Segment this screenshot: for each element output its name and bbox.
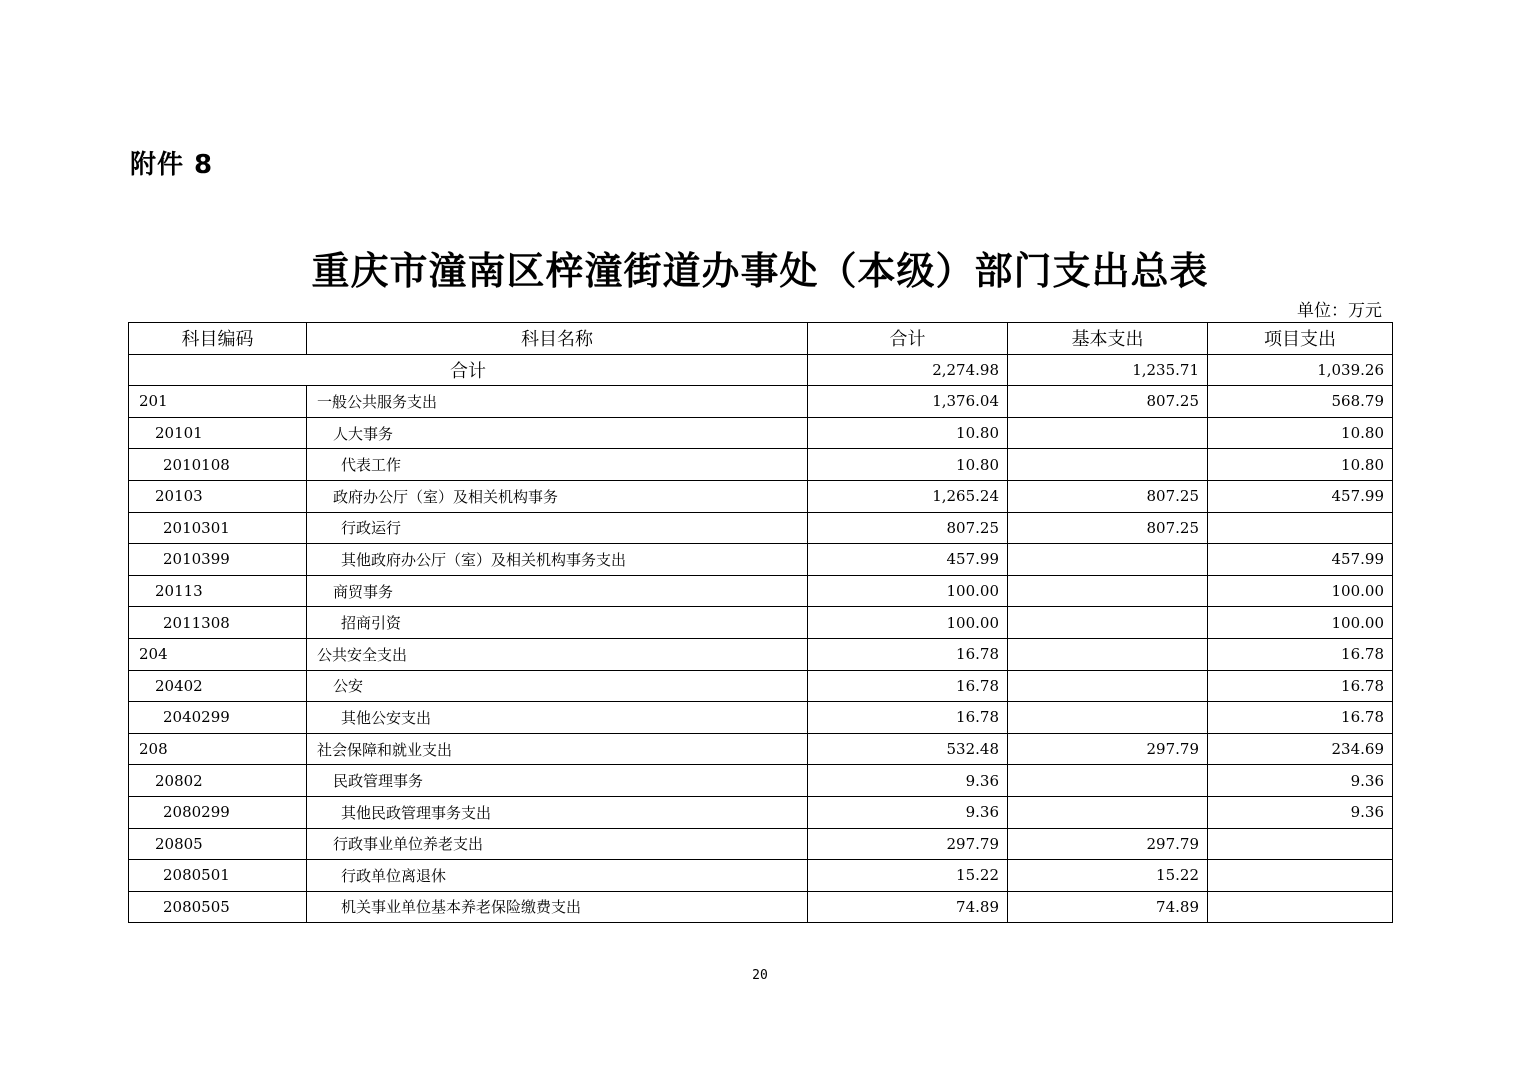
row-total: 9.36 — [808, 796, 1008, 828]
row-name: 公安 — [307, 670, 808, 702]
table-row — [129, 512, 1393, 544]
page-title: 重庆市潼南区梓潼街道办事处（本级）部门支出总表 — [311, 249, 1209, 293]
table-row — [129, 860, 1393, 892]
row-basic: 297.79 — [1008, 828, 1208, 860]
table-row — [129, 796, 1393, 828]
row-project: 234.69 — [1208, 733, 1393, 765]
row-total: 1,376.04 — [808, 386, 1008, 418]
table-row — [129, 702, 1393, 734]
header-name: 科目名称 — [307, 323, 808, 355]
row-total: 1,265.24 — [808, 480, 1008, 512]
table-row — [129, 449, 1393, 481]
row-code: 2010301 — [129, 512, 307, 544]
row-code: 2010399 — [129, 544, 307, 576]
row-name: 人大事务 — [307, 417, 808, 449]
row-project: 457.99 — [1208, 544, 1393, 576]
row-project — [1208, 860, 1393, 892]
row-name: 其他民政管理事务支出 — [307, 796, 808, 828]
row-total: 457.99 — [808, 544, 1008, 576]
row-code: 2010108 — [129, 449, 307, 481]
row-total: 16.78 — [808, 702, 1008, 734]
table-row — [129, 544, 1393, 576]
row-total: 100.00 — [808, 607, 1008, 639]
row-total: 807.25 — [808, 512, 1008, 544]
row-name: 政府办公厅（室）及相关机构事务 — [307, 480, 808, 512]
expenditure-table — [128, 322, 1393, 923]
row-name: 招商引资 — [307, 607, 808, 639]
header-total: 合计 — [808, 323, 1008, 355]
row-basic — [1008, 765, 1208, 797]
table-row — [129, 386, 1393, 418]
table-row — [129, 607, 1393, 639]
row-basic — [1008, 607, 1208, 639]
row-name: 其他公安支出 — [307, 702, 808, 734]
row-project: 568.79 — [1208, 386, 1393, 418]
row-code: 20805 — [129, 828, 307, 860]
table-row — [129, 765, 1393, 797]
table-row — [129, 828, 1393, 860]
row-project: 10.80 — [1208, 417, 1393, 449]
table-row — [129, 575, 1393, 607]
row-total: 532.48 — [808, 733, 1008, 765]
row-name: 机关事业单位基本养老保险缴费支出 — [307, 891, 808, 923]
row-basic — [1008, 796, 1208, 828]
row-basic — [1008, 449, 1208, 481]
row-project: 100.00 — [1208, 575, 1393, 607]
row-basic: 15.22 — [1008, 860, 1208, 892]
row-project: 16.78 — [1208, 702, 1393, 734]
row-name: 其他政府办公厅（室）及相关机构事务支出 — [307, 544, 808, 576]
row-name: 行政单位离退休 — [307, 860, 808, 892]
row-name: 代表工作 — [307, 449, 808, 481]
row-total: 16.78 — [808, 638, 1008, 670]
row-code: 2011308 — [129, 607, 307, 639]
row-name: 行政运行 — [307, 512, 808, 544]
row-name: 公共安全支出 — [307, 638, 808, 670]
row-project — [1208, 828, 1393, 860]
row-basic — [1008, 670, 1208, 702]
expenditure-table-container — [128, 322, 1392, 923]
row-project — [1208, 891, 1393, 923]
page-number: 20 — [752, 968, 768, 983]
table-row — [129, 891, 1393, 923]
total-row-project: 1,039.26 — [1208, 354, 1393, 386]
row-code: 2080501 — [129, 860, 307, 892]
row-code: 2080299 — [129, 796, 307, 828]
row-project: 9.36 — [1208, 796, 1393, 828]
header-code: 科目编码 — [129, 323, 307, 355]
row-basic — [1008, 638, 1208, 670]
table-row — [129, 670, 1393, 702]
row-basic — [1008, 417, 1208, 449]
row-basic: 74.89 — [1008, 891, 1208, 923]
row-code: 204 — [129, 638, 307, 670]
row-project: 16.78 — [1208, 638, 1393, 670]
row-name: 商贸事务 — [307, 575, 808, 607]
row-code: 2040299 — [129, 702, 307, 734]
row-total: 10.80 — [808, 449, 1008, 481]
row-total: 297.79 — [808, 828, 1008, 860]
row-basic — [1008, 575, 1208, 607]
table-header-row — [129, 323, 1393, 355]
row-code: 20802 — [129, 765, 307, 797]
table-row — [129, 417, 1393, 449]
unit-label: 单位：万元 — [1297, 301, 1382, 321]
row-name: 社会保障和就业支出 — [307, 733, 808, 765]
row-project: 457.99 — [1208, 480, 1393, 512]
row-project: 16.78 — [1208, 670, 1393, 702]
row-basic: 807.25 — [1008, 480, 1208, 512]
row-project: 100.00 — [1208, 607, 1393, 639]
row-total: 100.00 — [808, 575, 1008, 607]
total-row-total: 2,274.98 — [808, 354, 1008, 386]
row-total: 9.36 — [808, 765, 1008, 797]
row-total: 10.80 — [808, 417, 1008, 449]
row-name: 一般公共服务支出 — [307, 386, 808, 418]
row-basic: 297.79 — [1008, 733, 1208, 765]
row-code: 20101 — [129, 417, 307, 449]
table-row — [129, 480, 1393, 512]
header-basic: 基本支出 — [1008, 323, 1208, 355]
row-code: 20402 — [129, 670, 307, 702]
row-total: 74.89 — [808, 891, 1008, 923]
row-code: 208 — [129, 733, 307, 765]
row-project — [1208, 512, 1393, 544]
total-row-basic: 1,235.71 — [1008, 354, 1208, 386]
row-basic: 807.25 — [1008, 386, 1208, 418]
row-basic — [1008, 544, 1208, 576]
header-project: 项目支出 — [1208, 323, 1393, 355]
row-code: 2080505 — [129, 891, 307, 923]
table-row — [129, 733, 1393, 765]
row-code: 20113 — [129, 575, 307, 607]
row-basic — [1008, 702, 1208, 734]
total-row — [129, 354, 1393, 386]
table-row — [129, 638, 1393, 670]
row-total: 15.22 — [808, 860, 1008, 892]
table-body — [129, 354, 1393, 923]
total-row-label: 合计 — [129, 354, 808, 386]
row-project: 10.80 — [1208, 449, 1393, 481]
attachment-label: 附件 8 — [130, 150, 214, 180]
row-code: 20103 — [129, 480, 307, 512]
row-total: 16.78 — [808, 670, 1008, 702]
row-code: 201 — [129, 386, 307, 418]
row-basic: 807.25 — [1008, 512, 1208, 544]
row-name: 民政管理事务 — [307, 765, 808, 797]
row-name: 行政事业单位养老支出 — [307, 828, 808, 860]
row-project: 9.36 — [1208, 765, 1393, 797]
